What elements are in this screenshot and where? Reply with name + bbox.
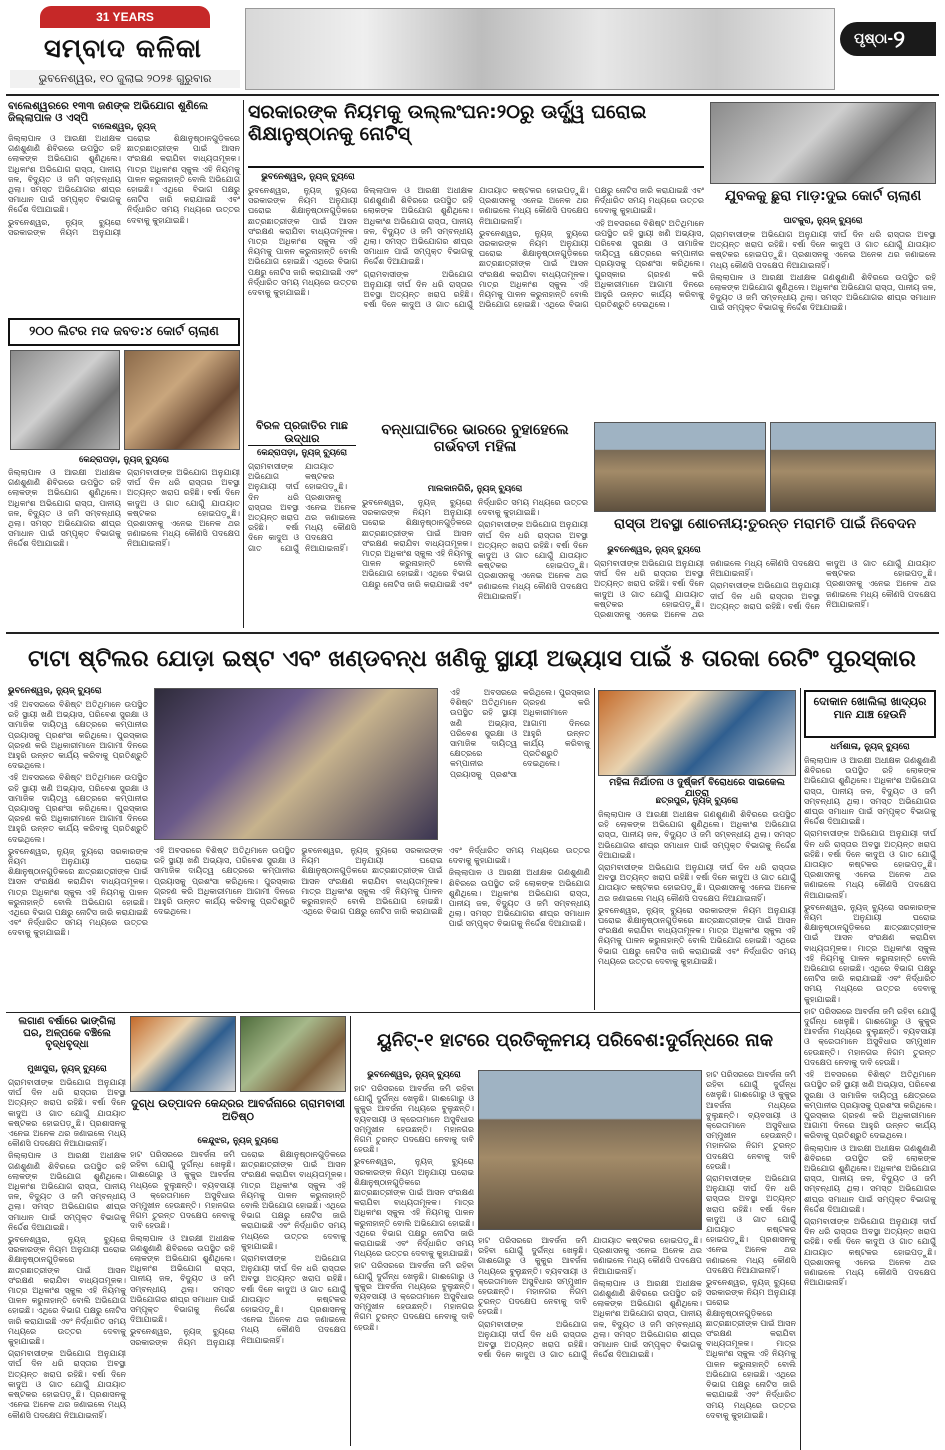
- page-label: ପୃଷ୍ଠା-: [854, 31, 894, 47]
- story-headline: ବିରଳ ପ୍ରଜାତିର ମାଛ ଉଦ୍ଧାର: [248, 420, 356, 446]
- story-paragraph: ଭୁବନେଶ୍ୱର, ନ୍ୟୁଜ୍ ବ୍ୟୁରୋ ସରକାରଙ୍କ ନିୟମ ଅନୁଯାୟୀ ଘରୋଇ ଶିକ୍ଷାନୁଷ୍ଠାନଗୁଡ଼ିକରେ ଛାତ୍ରଛାତ୍ରୀଙ୍କ ପାଇଁ ଆସନ ସଂରକ୍ଷଣ କରାଯିବା ବାଧ୍ୟତାମୂଳକ। ମାତ୍ର ଅଧିକାଂଶ ସ୍କୁଲ ଏହି ନିୟମକୁ ପାଳନ କରୁନାହାନ୍ତି ବୋଲି ଅଭିଯୋଗ ହୋଇଛି। ଏଥିରେ ବିଭାଗ ପକ୍ଷରୁ ନୋଟିସ ଜାରି କରାଯାଇଛି ଏବଂ ନିର୍ଦ୍ଧାରିତ ସମୟ ମଧ୍ୟରେ ଉତ୍ତର ଦେବାକୁ କୁହାଯାଇଛି।: [706, 1278, 796, 1420]
- story-paragraph: ଭୁବନେଶ୍ୱର, ନ୍ୟୁଜ୍ ବ୍ୟୁରୋ ସରକାରଙ୍କ ନିୟମ ଅନୁଯାୟୀ ଘରୋଇ ଶିକ୍ଷାନୁଷ୍ଠାନଗୁଡ଼ିକରେ ଛାତ୍ରଛାତ୍ରୀଙ୍କ ପାଇଁ ଆସନ ସଂରକ୍ଷଣ କରାଯିବା ବାଧ୍ୟତାମୂଳକ। ମାତ୍ର ଅଧିକାଂଶ ସ୍କୁଲ ଏହି ନିୟମକୁ ପାଳନ କରୁନାହାନ୍ତି ବୋଲି ଅଭିଯୋଗ ହୋଇଛି। ଏଥିରେ ବିଭାଗ ପକ୍ଷରୁ ନୋଟିସ ଜାରି କରାଯାଇଛି ଏବଂ ନିର୍ଦ୍ଧାରିତ ସମୟ ମଧ୍ୟରେ ଉତ୍ତର ଦେବାକୁ କୁହାଯାଇଛି।: [8, 1235, 126, 1347]
- story-byline: ମୁଖାପୁରା, ନ୍ୟୁଜ୍ ବ୍ୟୁରୋ: [27, 1064, 107, 1074]
- story-paragraph: ଏହି ଅବସରରେ ବିଶିଷ୍ଟ ଅତିଥିମାନେ ଉପସ୍ଥିତ ରହି ସ୍ଥାୟୀ ଖଣି ଅଭ୍ୟାସ, ପରିବେଶ ସୁରକ୍ଷା ଓ ସାମାଜିକ ଦାୟିତ୍ୱ କ୍ଷେତ୍ରରେ କମ୍ପାନୀର ପ୍ରୟାସକୁ ପ୍ରଶଂସା କରିଥିଲେ। ପୁରସ୍କାର ଗ୍ରହଣ କରି ଅଧିକାରୀମାନେ ଆଗାମୀ ଦିନରେ ଆହୁରି ଉନ୍ନତ କାର୍ଯ୍ୟ କରିବାକୁ ପ୍ରତିଶ୍ରୁତି ଦେଇଥିଲେ।: [804, 1070, 936, 1141]
- story-paragraph: ଗ୍ରାମବାସୀଙ୍କ ଅଭିଯୋଗ ଅନୁଯାୟୀ ଦୀର୍ଘ ଦିନ ଧରି ରାସ୍ତାର ଅବସ୍ଥା ଅତ୍ୟନ୍ତ ଖରାପ ରହିଛି। ବର୍ଷା ଦିନେ କାଦୁଅ ଓ ଗାତ ଯୋଗୁଁ ଯାତାୟାତ କଷ୍ଟକର ହୋଇପଡ଼ୁଛି। ପ୍ରଶାସନକୁ ଏନେଇ ଅନେକ ଥର ଜଣାଇଲେ ମଧ୍ୟ କୌଣସି ପଦକ୍ଷେପ ନିଆଯାଇନାହିଁ।: [706, 1174, 796, 1275]
- story-paragraph: ଏହି ଅବସରରେ ବିଶିଷ୍ଟ ଅତିଥିମାନେ ଉପସ୍ଥିତ ରହି ସ୍ଥାୟୀ ଖଣି ଅଭ୍ୟାସ, ପରିବେଶ ସୁରକ୍ଷା ଓ ସାମାଜିକ ଦାୟିତ୍ୱ କ୍ଷେତ୍ରରେ କମ୍ପାନୀର ପ୍ରୟାସକୁ ପ୍ରଶଂସା କରିଥିଲେ। ପୁରସ୍କାର ଗ୍ରହଣ କରି ଅଧିକାରୀମାନେ ଆଗାମୀ ଦିନରେ ଆହୁରି ଉନ୍ନତ କାର୍ଯ୍ୟ କରିବାକୁ ପ୍ରତିଶ୍ରୁତି ଦେଇଥିଲେ।: [8, 700, 148, 771]
- story-body: [130, 1150, 346, 1446]
- story-headline: ୨୦୦ ଲିଟର ମଦ ଜବତ:୪ କୋର୍ଟ ଚାଲାଣ: [8, 318, 240, 346]
- story-paragraph: ଏହି ଅବସରରେ ବିଶିଷ୍ଟ ଅତିଥିମାନେ ଉପସ୍ଥିତ ରହି ସ୍ଥାୟୀ ଖଣି ଅଭ୍ୟାସ, ପରିବେଶ ସୁରକ୍ଷା ଓ ସାମାଜିକ ଦାୟିତ୍ୱ କ୍ଷେତ୍ରରେ କମ୍ପାନୀର ପ୍ରୟାସକୁ ପ୍ରଶଂସା କରିଥିଲେ। ପୁରସ୍କାର ଗ୍ରହଣ କରି ଅଧିକାରୀମାନେ ଆଗାମୀ ଦିନରେ ଆହୁରି ଉନ୍ନତ କାର୍ଯ୍ୟ କରିବାକୁ ପ୍ରତିଶ୍ରୁତି ଦେଇଥିଲେ।: [594, 218, 704, 310]
- story-paragraph: ଭୁବନେଶ୍ୱର, ନ୍ୟୁଜ୍ ବ୍ୟୁରୋ ସରକାରଙ୍କ ନିୟମ ଅନୁଯାୟୀ ଘରୋଇ ଶିକ୍ଷାନୁଷ୍ଠାନଗୁଡ଼ିକରେ ଛାତ୍ରଛାତ୍ରୀଙ୍କ ପାଇଁ ଆସନ ସଂରକ୍ଷଣ କରାଯିବା ବାଧ୍ୟତାମୂଳକ। ମାତ୍ର ଅଧିକାଂଶ ସ୍କୁଲ ଏହି ନିୟମକୁ ପାଳନ କରୁନାହାନ୍ତି ବୋଲି ଅଭିଯୋଗ ହୋଇଛି। ଏଥିରେ ବିଭାଗ ପକ୍ଷରୁ ନୋଟିସ ଜାରି କରାଯାଇଛି ଏବଂ ନିର୍ଦ୍ଧାରିତ ସମୟ ମଧ୍ୟରେ ଉତ୍ତର ଦେବାକୁ କୁହାଯାଇଛି।: [248, 186, 358, 298]
- story-paragraph: ଗ୍ରାମବାସୀଙ୍କ ଅଭିଯୋଗ ଅନୁଯାୟୀ ଦୀର୍ଘ ଦିନ ଧରି ରାସ୍ତାର ଅବସ୍ଥା ଅତ୍ୟନ୍ତ ଖରାପ ରହିଛି। ବର୍ଷା ଦିନେ କାଦୁଅ ଓ ଗାତ ଯୋଗୁଁ ଯାତାୟାତ କଷ୍ଟକର ହୋଇପଡ଼ୁଛି। ପ୍ରଶାସନକୁ ଏନେଇ ଅନେକ ଥର ଜଣାଇଲେ ମଧ୍ୟ କୌଣସି ପଦକ୍ଷେପ ନିଆଯାଇନାହିଁ।: [478, 1236, 702, 1360]
- story-body: [804, 756, 936, 1446]
- story-byline: ବାଲେଶ୍ୱର, ନ୍ୟୁଜ୍: [92, 122, 156, 132]
- story-body: [450, 688, 590, 838]
- story-headline: ଦୋକାନ ଖୋଲିଲା ଖାଦ୍ୟର ମାନ ଯାଞ୍ଚ ହେଉନି: [804, 690, 936, 738]
- story-byline: କେନ୍ଦ୍ରାପଡ଼ା, ନ୍ୟୁଜ୍ ବ୍ୟୁରୋ: [78, 455, 170, 465]
- story-body: [8, 468, 240, 628]
- liquor-seizure-photo: [10, 350, 120, 450]
- story-body: [154, 846, 590, 1010]
- story-body: [354, 1084, 474, 1446]
- story-byline: ମାଲକାନଗିରି, ନ୍ୟୁଜ୍ ବ୍ୟୁରୋ: [427, 484, 523, 494]
- story-headline: ୟୁନିଟ୍-୧ ହାଟରେ ପ୍ରତିକୂଳମୟ ପରିବେଶ:ଦୁର୍ଗନ୍ଧରେ ନାକ: [376, 1030, 774, 1051]
- story-byline: କେନ୍ଦୁଝର, ନ୍ୟୁଜ୍ ବ୍ୟୁରୋ: [197, 1136, 279, 1146]
- story-paragraph: ଭୁବନେଶ୍ୱର, ନ୍ୟୁଜ୍ ବ୍ୟୁରୋ ସରକାରଙ୍କ ନିୟମ ଅନୁଯାୟୀ ଘରୋଇ ଶିକ୍ଷାନୁଷ୍ଠାନଗୁଡ଼ିକରେ ଛାତ୍ରଛାତ୍ରୀଙ୍କ ପାଇଁ ଆସନ ସଂରକ୍ଷଣ କରାଯିବା ବାଧ୍ୟତାମୂଳକ। ମାତ୍ର ଅଧିକାଂଶ ସ୍କୁଲ ଏହି ନିୟମକୁ ପାଳନ କରୁନାହାନ୍ତି ବୋଲି ଅଭିଯୋଗ ହୋଇଛି। ଏଥିରେ ବିଭାଗ ପକ୍ଷରୁ ନୋଟିସ ଜାରି କରାଯାଇଛି ଏବଂ ନିର୍ଦ୍ଧାରିତ ସମୟ ମଧ୍ୟରେ ଉତ୍ତର ଦେବାକୁ କୁହାଯାଇଛି।: [130, 1150, 346, 1347]
- column-rule: [243, 100, 244, 628]
- section-rule: [6, 632, 939, 634]
- story-paragraph: ଗ୍ରାମବାସୀଙ୍କ ଅଭିଯୋଗ ଅନୁଯାୟୀ ଦୀର୍ଘ ଦିନ ଧରି ରାସ୍ତାର ଅବସ୍ଥା ଅତ୍ୟନ୍ତ ଖରାପ ରହିଛି। ବର୍ଷା ଦିନେ କାଦୁଅ ଓ ଗାତ ଯୋଗୁଁ ଯାତାୟାତ କଷ୍ଟକର ହୋଇପଡ଼ୁଛି। ପ୍ରଶାସନକୁ ଏନେଇ ଅନେକ ଥର ଜଣାଇଲେ ମଧ୍ୟ କୌଣସି ପଦକ୍ଷେପ ନିଆଯାଇନାହିଁ।: [710, 230, 936, 270]
- story-byline: ଭୁବନେଶ୍ୱର, ନ୍ୟୁଜ୍ ବ୍ୟୁରୋ: [607, 545, 701, 555]
- story-paragraph: ଗ୍ରାମବାସୀଙ୍କ ଅଭିଯୋଗ ଅନୁଯାୟୀ ଦୀର୍ଘ ଦିନ ଧରି ରାସ୍ତାର ଅବସ୍ଥା ଅତ୍ୟନ୍ତ ଖରାପ ରହିଛି। ବର୍ଷା ଦିନେ କାଦୁଅ ଓ ଗାତ ଯୋଗୁଁ ଯାତାୟାତ କଷ୍ଟକର ହୋଇପଡ଼ୁଛି। ପ୍ରଶାସନକୁ ଏନେଇ ଅନେକ ଥର ଜଣାଇଲେ ମଧ୍ୟ କୌଣସି ପଦକ୍ଷେପ ନିଆଯାଇନାହିଁ।: [710, 559, 936, 611]
- story-headline: ଲଗାଣ ବର୍ଷାରେ ଭାଙ୍ଗିଲା ଘର, ଅଳ୍ପକେ ବଞ୍ଚିଲେ ବୃଦ୍ଧବୃଦ୍ଧା: [18, 1016, 116, 1050]
- story-paragraph: ଗ୍ରାମବାସୀଙ୍କ ଅଭିଯୋଗ ଅନୁଯାୟୀ ଦୀର୍ଘ ଦିନ ଧରି ରାସ୍ତାର ଅବସ୍ଥା ଅତ୍ୟନ୍ତ ଖରାପ ରହିଛି। ବର୍ଷା ଦିନେ କାଦୁଅ ଓ ଗାତ ଯୋଗୁଁ ଯାତାୟାତ କଷ୍ଟକର ହୋଇପଡ଼ୁଛି। ପ୍ରଶାସନକୁ ଏନେଇ ଅନେକ ଥର ଜଣାଇଲେ ମଧ୍ୟ କୌଣସି ପଦକ୍ଷେପ ନିଆଯାଇନାହିଁ।: [804, 1216, 936, 1288]
- story-paragraph: ଜିଲ୍ଲାପାଳ ଓ ଆରକ୍ଷୀ ଅଧୀକ୍ଷକ ଗଣଶୁଣାଣି ଶିବିରରେ ଉପସ୍ଥିତ ରହି ଲୋକଙ୍କ ଅଭିଯୋଗ ଶୁଣିଥିଲେ। ଅଧିକାଂଶ ଅଭିଯୋଗ ରାସ୍ତା, ପାନୀୟ ଜଳ, ବିଦ୍ୟୁତ ଓ ଜମି ସମ୍ବନ୍ଧୀୟ ଥିଲା। ସମସ୍ତ ଅଭିଯୋଗର ଶୀଘ୍ର ସମାଧାନ ପାଇଁ ସମ୍ପୃକ୍ତ ବିଭାଗକୁ ନିର୍ଦ୍ଦେଶ ଦିଆଯାଇଛି।: [598, 810, 796, 860]
- cycle-rally-photo: [598, 690, 796, 776]
- story-paragraph: ହାଟ ପରିସରରେ ଆବର୍ଜନା ଜମି ରହିବା ଯୋଗୁଁ ଦୁର୍ଗନ୍ଧ ଖେଳୁଛି। ଗାଈଗୋରୁ ଓ କୁକୁର ଆବର୍ଜନା ମଧ୍ୟରେ ବୁଲୁଛନ୍ତି। ବ୍ୟବସାୟୀ ଓ କ୍ରେତାମାନେ ଅସୁବିଧାର ସମ୍ମୁଖୀନ ହେଉଛନ୍ତି। ମହାନଗର ନିଗମ ତୁରନ୍ତ ପଦକ୍ଷେପ ନେବାକୁ ଦାବି ହେଉଛି।: [706, 1070, 796, 1171]
- story-paragraph: ଭୁବନେଶ୍ୱର, ନ୍ୟୁଜ୍ ବ୍ୟୁରୋ ସରକାରଙ୍କ ନିୟମ ଅନୁଯାୟୀ ଘରୋଇ ଶିକ୍ଷାନୁଷ୍ଠାନଗୁଡ଼ିକରେ ଛାତ୍ରଛାତ୍ରୀଙ୍କ ପାଇଁ ଆସନ ସଂରକ୍ଷଣ କରାଯିବା ବାଧ୍ୟତାମୂଳକ। ମାତ୍ର ଅଧିକାଂଶ ସ୍କୁଲ ଏହି ନିୟମକୁ ପାଳନ କରୁନାହାନ୍ତି ବୋଲି ଅଭିଯୋଗ ହୋଇଛି। ଏଥିରେ ବିଭାଗ ପକ୍ଷରୁ ନୋଟିସ ଜାରି କରାଯାଇଛି ଏବଂ ନିର୍ଦ୍ଧାରିତ ସମୟ ମଧ୍ୟରେ ଉତ୍ତର ଦେବାକୁ କୁହାଯାଇଛି।: [8, 846, 148, 938]
- story-paragraph: ଗ୍ରାମବାସୀଙ୍କ ଅଭିଯୋଗ ଅନୁଯାୟୀ ଦୀର୍ଘ ଦିନ ଧରି ରାସ୍ତାର ଅବସ୍ଥା ଅତ୍ୟନ୍ତ ଖରାପ ରହିଛି। ବର୍ଷା ଦିନେ କାଦୁଅ ଓ ଗାତ ଯୋଗୁଁ ଯାତାୟାତ କଷ୍ଟକର ହୋଇପଡ଼ୁଛି। ପ୍ରଶାସନକୁ ଏନେଇ ଅନେକ ଥର ଜଣାଇଲେ ମଧ୍ୟ କୌଣସି ପଦକ୍ଷେପ ନିଆଯାଇନାହିଁ।: [248, 462, 356, 553]
- story-body: [478, 1236, 702, 1446]
- liquor-bottles-photo: [124, 350, 240, 450]
- story-paragraph: ଭୁବନେଶ୍ୱର, ନ୍ୟୁଜ୍ ବ୍ୟୁରୋ ସରକାରଙ୍କ ନିୟମ ଅନୁଯାୟୀ ଘରୋଇ ଶିକ୍ଷାନୁଷ୍ଠାନଗୁଡ଼ିକରେ ଛାତ୍ରଛାତ୍ରୀଙ୍କ ପାଇଁ ଆସନ ସଂରକ୍ଷଣ କରାଯିବା ବାଧ୍ୟତାମୂଳକ। ମାତ୍ର ଅଧିକାଂଶ ସ୍କୁଲ ଏହି ନିୟମକୁ ପାଳନ କରୁନାହାନ୍ତି ବୋଲି ଅଭିଯୋଗ ହୋଇଛି। ଏଥିରେ ବିଭାଗ ପକ୍ଷରୁ ନୋଟିସ ଜାରି କରାଯାଇଛି ଏବଂ ନିର୍ଦ୍ଧାରିତ ସମୟ ମଧ୍ୟରେ ଉତ୍ତର ଦେବାକୁ କୁହାଯାଇଛି।: [479, 186, 704, 310]
- muddy-road-photo: [594, 422, 766, 512]
- story-paragraph: ଏହି ଅବସରରେ ବିଶିଷ୍ଟ ଅତିଥିମାନେ ଉପସ୍ଥିତ ରହି ସ୍ଥାୟୀ ଖଣି ଅଭ୍ୟାସ, ପରିବେଶ ସୁରକ୍ଷା ଓ ସାମାଜିକ ଦାୟିତ୍ୱ କ୍ଷେତ୍ରରେ କମ୍ପାନୀର ପ୍ରୟାସକୁ ପ୍ରଶଂସା କରିଥିଲେ। ପୁରସ୍କାର ଗ୍ରହଣ କରି ଅଧିକାରୀମାନେ ଆଗାମୀ ଦିନରେ ଆହୁରି ଉନ୍ନତ କାର୍ଯ୍ୟ କରିବାକୁ ପ୍ରତିଶ୍ରୁତି ଦେଇଥିଲେ।: [154, 846, 296, 917]
- dateline: ଭୁବନେଶ୍ୱର, ୧୦ ଜୁଲାଇ ୨୦୨୫ ଗୁରୁବାର: [10, 70, 240, 88]
- story-headline: ବାଲେଶ୍ୱରରେ ୧୩୩ ଜଣଙ୍କ ଅଭିଯୋଗ ଶୁଣିଲେ ଜିଲ୍ଲାପାଳ ଓ ଏସ୍‌ପି: [8, 100, 209, 125]
- story-headline: ରାସ୍ତା ଅବସ୍ଥା ଶୋଚନୀୟ:ତୁରନ୍ତ ମରାମତି ପାଇଁ ନିବେଦନ: [614, 516, 916, 532]
- story-byline: ଭୁବନେଶ୍ୱର, ନ୍ୟୁଜ୍ ବ୍ୟୁରୋ: [261, 172, 355, 182]
- story-paragraph: ଜିଲ୍ଲାପାଳ ଓ ଆରକ୍ଷୀ ଅଧୀକ୍ଷକ ଗଣଶୁଣାଣି ଶିବିରରେ ଉପସ୍ଥିତ ରହି ଲୋକଙ୍କ ଅଭିଯୋଗ ଶୁଣିଥିଲେ। ଅଧିକାଂଶ ଅଭିଯୋଗ ରାସ୍ତା, ପାନୀୟ ଜଳ, ବିଦ୍ୟୁତ ଓ ଜମି ସମ୍ବନ୍ଧୀୟ ଥିଲା। ସମସ୍ତ ଅଭିଯୋଗର ଶୀଘ୍ର ସମାଧାନ ପାଇଁ ସମ୍ପୃକ୍ତ ବିଭାଗକୁ ନିର୍ଦ୍ଦେଶ ଦିଆଯାଇଛି।: [130, 1233, 235, 1325]
- story-paragraph: ଭୁବନେଶ୍ୱର, ନ୍ୟୁଜ୍ ବ୍ୟୁରୋ ସରକାରଙ୍କ ନିୟମ ଅନୁଯାୟୀ ଘରୋଇ ଶିକ୍ଷାନୁଷ୍ଠାନଗୁଡ଼ିକରେ ଛାତ୍ରଛାତ୍ରୀଙ୍କ ପାଇଁ ଆସନ ସଂରକ୍ଷଣ କରାଯିବା ବାଧ୍ୟତାମୂଳକ। ମାତ୍ର ଅଧିକାଂଶ ସ୍କୁଲ ଏହି ନିୟମକୁ ପାଳନ କରୁନାହାନ୍ତି ବୋଲି ଅଭିଯୋଗ ହୋଇଛି। ଏଥିରେ ବିଭାଗ ପକ୍ଷରୁ ନୋଟିସ ଜାରି କରାଯାଇଛି ଏବଂ ନିର୍ଦ୍ଧାରିତ ସମୟ ମଧ୍ୟରେ ଉତ୍ତର ଦେବାକୁ କୁହାଯାଇଛି।: [362, 498, 588, 589]
- story-byline: କେନ୍ଦ୍ରାପଡ଼ା, ନ୍ୟୁଜ୍ ବ୍ୟୁରୋ: [256, 448, 348, 458]
- story-headline: ବନ୍ଧାଘାଟିରେ ଭାରରେ ବୁହାହେଲେ ଗର୍ଭବତୀ ମହିଳା: [381, 422, 569, 455]
- story-paragraph: ଭୁବନେଶ୍ୱର, ନ୍ୟୁଜ୍ ବ୍ୟୁରୋ ସରକାରଙ୍କ ନିୟମ ଅନୁଯାୟୀ ଘରୋଇ ଶିକ୍ଷାନୁଷ୍ଠାନଗୁଡ଼ିକରେ ଛାତ୍ରଛାତ୍ରୀଙ୍କ ପାଇଁ ଆସନ ସଂରକ୍ଷଣ କରାଯିବା ବାଧ୍ୟତାମୂଳକ। ମାତ୍ର ଅଧିକାଂଶ ସ୍କୁଲ ଏହି ନିୟମକୁ ପାଳନ କରୁନାହାନ୍ତି ବୋଲି ଅଭିଯୋଗ ହୋଇଛି। ଏଥିରେ ବିଭାଗ ପକ୍ଷରୁ ନୋଟିସ ଜାରି କରାଯାଇଛି ଏବଂ ନିର୍ଦ୍ଧାରିତ ସମୟ ମଧ୍ୟରେ ଉତ୍ତର ଦେବାକୁ କୁହାଯାଇଛି।: [354, 1157, 474, 1259]
- page-number: ୨: [893, 25, 906, 53]
- story-body: [248, 462, 356, 628]
- story-byline: ପାଟକୁରା, ନ୍ୟୁଜ୍ ବ୍ୟୁରୋ: [783, 216, 863, 226]
- court-challan-photo: [710, 102, 936, 184]
- story-body: [710, 230, 936, 416]
- story-paragraph: ହାଟ ପରିସରରେ ଆବର୍ଜନା ଜମି ରହିବା ଯୋଗୁଁ ଦୁର୍ଗନ୍ଧ ଖେଳୁଛି। ଗାଈଗୋରୁ ଓ କୁକୁର ଆବର୍ଜନା ମଧ୍ୟରେ ବୁଲୁଛନ୍ତି। ବ୍ୟବସାୟୀ ଓ କ୍ରେତାମାନେ ଅସୁବିଧାର ସମ୍ମୁଖୀନ ହେଉଛନ୍ତି। ମହାନଗର ନିଗମ ତୁରନ୍ତ ପଦକ୍ଷେପ ନେବାକୁ ଦାବି ହେଉଛି।: [354, 1261, 474, 1332]
- page-number-tab: [840, 22, 936, 56]
- masthead-rule: [6, 94, 939, 96]
- story-paragraph: ଗ୍ରାମବାସୀଙ୍କ ଅଭିଯୋଗ ଅନୁଯାୟୀ ଦୀର୍ଘ ଦିନ ଧରି ରାସ୍ତାର ଅବସ୍ଥା ଅତ୍ୟନ୍ତ ଖରାପ ରହିଛି। ବର୍ଷା ଦିନେ କାଦୁଅ ଓ ଗାତ ଯୋଗୁଁ ଯାତାୟାତ କଷ୍ଟକର ହୋଇପଡ଼ୁଛି। ପ୍ରଶାସନକୁ ଏନେଇ ଅନେକ ଥର ଜଣାଇଲେ ମଧ୍ୟ କୌଣସି ପଦକ୍ଷେପ ନିଆଯାଇନାହିଁ।: [478, 520, 588, 601]
- column-rule: [350, 1016, 351, 1446]
- story-paragraph: ଜିଲ୍ଲାପାଳ ଓ ଆରକ୍ଷୀ ଅଧୀକ୍ଷକ ଗଣଶୁଣାଣି ଶିବିରରେ ଉପସ୍ଥିତ ରହି ଲୋକଙ୍କ ଅଭିଯୋଗ ଶୁଣିଥିଲେ। ଅଧିକାଂଶ ଅଭିଯୋଗ ରାସ୍ତା, ପାନୀୟ ଜଳ, ବିଦ୍ୟୁତ ଓ ଜମି ସମ୍ବନ୍ଧୀୟ ଥିଲା। ସମସ୍ତ ଅଭିଯୋଗର ଶୀଘ୍ର ସମାଧାନ ପାଇଁ ସମ୍ପୃକ୍ତ ବିଭାଗକୁ ନିର୍ଦ୍ଦେଶ ଦିଆଯାଇଛି।: [8, 468, 121, 549]
- villagers-protest-photo-1: [130, 1016, 236, 1092]
- story-body: [248, 186, 704, 416]
- story-paragraph: ଜିଲ୍ଲାପାଳ ଓ ଆରକ୍ଷୀ ଅଧୀକ୍ଷକ ଗଣଶୁଣାଣି ଶିବିରରେ ଉପସ୍ଥିତ ରହି ଲୋକଙ୍କ ଅଭିଯୋଗ ଶୁଣିଥିଲେ। ଅଧିକାଂଶ ଅଭିଯୋଗ ରାସ୍ତା, ପାନୀୟ ଜଳ, ବିଦ୍ୟୁତ ଓ ଜମି ସମ୍ବନ୍ଧୀୟ ଥିଲା। ସମସ୍ତ ଅଭିଯୋଗର ଶୀଘ୍ର ସମାଧାନ ପାଇଁ ସମ୍ପୃକ୍ତ ବିଭାଗକୁ ନିର୍ଦ୍ଦେଶ ଦିଆଯାଇଛି।: [448, 868, 590, 929]
- story-paragraph: ଗ୍ରାମବାସୀଙ୍କ ଅଭିଯୋଗ ଅନୁଯାୟୀ ଦୀର୍ଘ ଦିନ ଧରି ରାସ୍ତାର ଅବସ୍ଥା ଅତ୍ୟନ୍ତ ଖରାପ ରହିଛି। ବର୍ଷା ଦିନେ କାଦୁଅ ଓ ଗାତ ଯୋଗୁଁ ଯାତାୟାତ କଷ୍ଟକର ହୋଇପଡ଼ୁଛି। ପ୍ରଶାସନକୁ ଏନେଇ ଅନେକ ଥର ଜଣାଇଲେ ମଧ୍ୟ କୌଣସି ପଦକ୍ଷେପ ନିଆଯାଇନାହିଁ।: [594, 559, 820, 620]
- award-ceremony-photo: [154, 688, 438, 840]
- column-rule: [594, 688, 595, 1010]
- villagers-protest-photo-2: [240, 1016, 346, 1092]
- story-headline: ସରକାରଙ୍କ ନିୟମକୁ ଉଲ୍ଲଂଘନ:୨୦ରୁ ଊର୍ଦ୍ଧ୍ୱ ଘରୋଇ ଶିକ୍ଷାନୁଷ୍ଠାନକୁ ନୋଟିସ୍: [248, 102, 704, 168]
- story-paragraph: ଜିଲ୍ଲାପାଳ ଓ ଆରକ୍ଷୀ ଅଧୀକ୍ଷକ ଗଣଶୁଣାଣି ଶିବିରରେ ଉପସ୍ଥିତ ରହି ଲୋକଙ୍କ ଅଭିଯୋଗ ଶୁଣିଥିଲେ। ଅଧିକାଂଶ ଅଭିଯୋଗ ରାସ୍ତା, ପାନୀୟ ଜଳ, ବିଦ୍ୟୁତ ଓ ଜମି ସମ୍ବନ୍ଧୀୟ ଥିଲା। ସମସ୍ତ ଅଭିଯୋଗର ଶୀଘ୍ର ସମାଧାନ ପାଇଁ ସମ୍ପୃକ୍ତ ବିଭାଗକୁ ନିର୍ଦ୍ଦେଶ ଦିଆଯାଇଛି।: [804, 756, 936, 827]
- story-body: [8, 134, 240, 314]
- story-paragraph: ଗ୍ରାମବାସୀଙ୍କ ଅଭିଯୋଗ ଅନୁଯାୟୀ ଦୀର୍ଘ ଦିନ ଧରି ରାସ୍ତାର ଅବସ୍ଥା ଅତ୍ୟନ୍ତ ଖରାପ ରହିଛି। ବର୍ଷା ଦିନେ କାଦୁଅ ଓ ଗାତ ଯୋଗୁଁ ଯାତାୟାତ କଷ୍ଟକର ହୋଇପଡ଼ୁଛି। ପ୍ରଶାସନକୁ ଏନେଇ ଅନେକ ଥର ଜଣାଇଲେ ମଧ୍ୟ କୌଣସି ପଦକ୍ଷେପ ନିଆଯାଇନାହିଁ।: [8, 1349, 126, 1420]
- story-paragraph: ଜିଲ୍ଲାପାଳ ଓ ଆରକ୍ଷୀ ଅଧୀକ୍ଷକ ଗଣଶୁଣାଣି ଶିବିରରେ ଉପସ୍ଥିତ ରହି ଲୋକଙ୍କ ଅଭିଯୋଗ ଶୁଣିଥିଲେ। ଅଧିକାଂଶ ଅଭିଯୋଗ ରାସ୍ତା, ପାନୀୟ ଜଳ, ବିଦ୍ୟୁତ ଓ ଜମି ସମ୍ବନ୍ଧୀୟ ଥିଲା। ସମସ୍ତ ଅଭିଯୋଗର ଶୀଘ୍ର ସମାଧାନ ପାଇଁ ସମ୍ପୃକ୍ତ ବିଭାଗକୁ ନିର୍ଦ୍ଦେଶ ଦିଆଯାଇଛି।: [804, 1143, 936, 1214]
- section-rule: [6, 1012, 800, 1013]
- story-paragraph: ଗ୍ରାମବାସୀଙ୍କ ଅଭିଯୋଗ ଅନୁଯାୟୀ ଦୀର୍ଘ ଦିନ ଧରି ରାସ୍ତାର ଅବସ୍ଥା ଅତ୍ୟନ୍ତ ଖରାପ ରହିଛି। ବର୍ଷା ଦିନେ କାଦୁଅ ଓ ଗାତ ଯୋଗୁଁ ଯାତାୟାତ କଷ୍ଟକର ହୋଇପଡ଼ୁଛି। ପ୍ରଶାସନକୁ ଏନେଇ ଅନେକ ଥର ଜଣାଇଲେ ମଧ୍ୟ କୌଣସି ପଦକ୍ଷେପ ନିଆଯାଇନାହିଁ।: [8, 1078, 126, 1149]
- story-paragraph: ଜିଲ୍ଲାପାଳ ଓ ଆରକ୍ଷୀ ଅଧୀକ୍ଷକ ଗଣଶୁଣାଣି ଶିବିରରେ ଉପସ୍ଥିତ ରହି ଲୋକଙ୍କ ଅଭିଯୋଗ ଶୁଣିଥିଲେ। ଅଧିକାଂଶ ଅଭିଯୋଗ ରାସ୍ତା, ପାନୀୟ ଜଳ, ବିଦ୍ୟୁତ ଓ ଜମି ସମ୍ବନ୍ଧୀୟ ଥିଲା। ସମସ୍ତ ଅଭିଯୋଗର ଶୀଘ୍ର ସମାଧାନ ପାଇଁ ସମ୍ପୃକ୍ତ ବିଭାଗକୁ ନିର୍ଦ୍ଦେଶ ଦିଆଯାଇଛି।: [8, 1151, 126, 1232]
- story-body: [706, 1070, 796, 1446]
- story-paragraph: ଜିଲ୍ଲାପାଳ ଓ ଆରକ୍ଷୀ ଅଧୀକ୍ଷକ ଗଣଶୁଣାଣି ଶିବିରରେ ଉପସ୍ଥିତ ରହି ଲୋକଙ୍କ ଅଭିଯୋଗ ଶୁଣିଥିଲେ। ଅଧିକାଂଶ ଅଭିଯୋଗ ରାସ୍ତା, ପାନୀୟ ଜଳ, ବିଦ୍ୟୁତ ଓ ଜମି ସମ୍ବନ୍ଧୀୟ ଥିଲା। ସମସ୍ତ ଅଭିଯୋଗର ଶୀଘ୍ର ସମାଧାନ ପାଇଁ ସମ୍ପୃକ୍ତ ବିଭାଗକୁ ନିର୍ଦ୍ଦେଶ ଦିଆଯାଇଛି।: [593, 1278, 702, 1360]
- lead-headline: ଟାଟା ଷ୍ଟିଲର ଯୋଡ଼ା ଇଷ୍ଟ ଏବଂ ଖଣ୍ଡବନ୍ଧ ଖଣିକୁ ସ୍ଥାୟୀ ଅଭ୍ୟାସ ପାଇଁ ୫ ତାରକା ରେଟିଂ ପୁରସ୍କାର: [28, 646, 916, 672]
- story-byline: ଧର୍ମଶାଳା, ନ୍ୟୁଜ୍ ବ୍ୟୁରୋ: [830, 742, 910, 752]
- story-paragraph: ଏହି ଅବସରରେ ବିଶିଷ୍ଟ ଅତିଥିମାନେ ଉପସ୍ଥିତ ରହି ସ୍ଥାୟୀ ଖଣି ଅଭ୍ୟାସ, ପରିବେଶ ସୁରକ୍ଷା ଓ ସାମାଜିକ ଦାୟିତ୍ୱ କ୍ଷେତ୍ରରେ କମ୍ପାନୀର ପ୍ରୟାସକୁ ପ୍ରଶଂସା କରିଥିଲେ। ପୁରସ୍କାର ଗ୍ରହଣ କରି ଅଧିକାରୀମାନେ ଆଗାମୀ ଦିନରେ ଆହୁରି ଉନ୍ନତ କାର୍ଯ୍ୟ କରିବାକୁ ପ୍ରତିଶ୍ରୁତି ଦେଇଥିଲେ।: [8, 773, 148, 844]
- years-badge: 31 YEARS: [40, 6, 210, 28]
- story-paragraph: ହାଟ ପରିସରରେ ଆବର୍ଜନା ଜମି ରହିବା ଯୋଗୁଁ ଦୁର୍ଗନ୍ଧ ଖେଳୁଛି। ଗାଈଗୋରୁ ଓ କୁକୁର ଆବର୍ଜନା ମଧ୍ୟରେ ବୁଲୁଛନ୍ତି। ବ୍ୟବସାୟୀ ଓ କ୍ରେତାମାନେ ଅସୁବିଧାର ସମ୍ମୁଖୀନ ହେଉଛନ୍ତି। ମହାନଗର ନିଗମ ତୁରନ୍ତ ପଦକ୍ଷେପ ନେବାକୁ ଦାବି ହେଉଛି।: [478, 1236, 587, 1317]
- story-paragraph: ଭୁବନେଶ୍ୱର, ନ୍ୟୁଜ୍ ବ୍ୟୁରୋ ସରକାରଙ୍କ ନିୟମ ଅନୁଯାୟୀ ଘରୋଇ ଶିକ୍ଷାନୁଷ୍ଠାନଗୁଡ଼ିକରେ ଛାତ୍ରଛାତ୍ରୀଙ୍କ ପାଇଁ ଆସନ ସଂରକ୍ଷଣ କରାଯିବା ବାଧ୍ୟତାମୂଳକ। ମାତ୍ର ଅଧିକାଂଶ ସ୍କୁଲ ଏହି ନିୟମକୁ ପାଳନ କରୁନାହାନ୍ତି ବୋଲି ଅଭିଯୋଗ ହୋଇଛି। ଏଥିରେ ବିଭାଗ ପକ୍ଷରୁ ନୋଟିସ ଜାରି କରାଯାଇଛି ଏବଂ ନିର୍ଦ୍ଧାରିତ ସମୟ ମଧ୍ୟରେ ଉତ୍ତର ଦେବାକୁ କୁହାଯାଇଛି।: [8, 134, 240, 237]
- story-paragraph: ଗ୍ରାମବାସୀଙ୍କ ଅଭିଯୋଗ ଅନୁଯାୟୀ ଦୀର୍ଘ ଦିନ ଧରି ରାସ୍ତାର ଅବସ୍ଥା ଅତ୍ୟନ୍ତ ଖରାପ ରହିଛି। ବର୍ଷା ଦିନେ କାଦୁଅ ଓ ଗାତ ଯୋଗୁଁ ଯାତାୟାତ କଷ୍ଟକର ହୋଇପଡ଼ୁଛି। ପ୍ରଶାସନକୁ ଏନେଇ ଅନେକ ଥର ଜଣାଇଲେ ମଧ୍ୟ କୌଣସି ପଦକ୍ଷେପ ନିଆଯାଇନାହିଁ।: [804, 829, 936, 900]
- story-body: [8, 700, 148, 1010]
- newspaper-logo: ସମ୍ବାଦ କଳିକା: [43, 34, 203, 64]
- story-paragraph: ହାଟ ପରିସରରେ ଆବର୍ଜନା ଜମି ରହିବା ଯୋଗୁଁ ଦୁର୍ଗନ୍ଧ ଖେଳୁଛି। ଗାଈଗୋରୁ ଓ କୁକୁର ଆବର୍ଜନା ମଧ୍ୟରେ ବୁଲୁଛନ୍ତି। ବ୍ୟବସାୟୀ ଓ କ୍ରେତାମାନେ ଅସୁବିଧାର ସମ୍ମୁଖୀନ ହେଉଛନ୍ତି। ମହାନଗର ନିଗମ ତୁରନ୍ତ ପଦକ୍ଷେପ ନେବାକୁ ଦାବି ହେଉଛି।: [804, 1006, 936, 1067]
- story-paragraph: ଭୁବନେଶ୍ୱର, ନ୍ୟୁଜ୍ ବ୍ୟୁରୋ ସରକାରଙ୍କ ନିୟମ ଅନୁଯାୟୀ ଘରୋଇ ଶିକ୍ଷାନୁଷ୍ଠାନଗୁଡ଼ିକରେ ଛାତ୍ରଛାତ୍ରୀଙ୍କ ପାଇଁ ଆସନ ସଂରକ୍ଷଣ କରାଯିବା ବାଧ୍ୟତାମୂଳକ। ମାତ୍ର ଅଧିକାଂଶ ସ୍କୁଲ ଏହି ନିୟମକୁ ପାଳନ କରୁନାହାନ୍ତି ବୋଲି ଅଭିଯୋଗ ହୋଇଛି। ଏଥିରେ ବିଭାଗ ପକ୍ଷରୁ ନୋଟିସ ଜାରି କରାଯାଇଛି ଏବଂ ନିର୍ଦ୍ଧାରିତ ସମୟ ମଧ୍ୟରେ ଉତ୍ତର ଦେବାକୁ କୁହାଯାଇଛି।: [598, 905, 796, 966]
- story-headline: ଯୁବକକୁ ଛୁରା ମାଡ଼:ଦୁଇ କୋର୍ଟ ଚାଲାଣ: [724, 188, 922, 204]
- story-byline: ଭୁବନେଶ୍ୱର, ନ୍ୟୁଜ୍ ବ୍ୟୁରୋ: [8, 686, 102, 696]
- story-paragraph: ଗ୍ରାମବାସୀଙ୍କ ଅଭିଯୋଗ ଅନୁଯାୟୀ ଦୀର୍ଘ ଦିନ ଧରି ରାସ୍ତାର ଅବସ୍ଥା ଅତ୍ୟନ୍ତ ଖରାପ ରହିଛି। ବର୍ଷା ଦିନେ କାଦୁଅ ଓ ଗାତ ଯୋଗୁଁ ଯାତାୟାତ କଷ୍ଟକର ହୋଇପଡ଼ୁଛି। ପ୍ରଶାସନକୁ ଏନେଇ ଅନେକ ଥର ଜଣାଇଲେ ମଧ୍ୟ କୌଣସି ପଦକ୍ଷେପ ନିଆଯାଇନାହିଁ।: [127, 468, 240, 549]
- story-paragraph: ଭୁବନେଶ୍ୱର, ନ୍ୟୁଜ୍ ବ୍ୟୁରୋ ସରକାରଙ୍କ ନିୟମ ଅନୁଯାୟୀ ଘରୋଇ ଶିକ୍ଷାନୁଷ୍ଠାନଗୁଡ଼ିକରେ ଛାତ୍ରଛାତ୍ରୀଙ୍କ ପାଇଁ ଆସନ ସଂରକ୍ଷଣ କରାଯିବା ବାଧ୍ୟତାମୂଳକ। ମାତ୍ର ଅଧିକାଂଶ ସ୍କୁଲ ଏହି ନିୟମକୁ ପାଳନ କରୁନାହାନ୍ତି ବୋଲି ଅଭିଯୋଗ ହୋଇଛି। ଏଥିରେ ବିଭାଗ ପକ୍ଷରୁ ନୋଟିସ ଜାରି କରାଯାଇଛି ଏବଂ ନିର୍ଦ୍ଧାରିତ ସମୟ ମଧ୍ୟରେ ଉତ୍ତର ଦେବାକୁ କୁହାଯାଇଛି।: [804, 902, 936, 1004]
- story-paragraph: ଗ୍ରାମବାସୀଙ୍କ ଅଭିଯୋଗ ଅନୁଯାୟୀ ଦୀର୍ଘ ଦିନ ଧରି ରାସ୍ତାର ଅବସ୍ଥା ଅତ୍ୟନ୍ତ ଖରାପ ରହିଛି। ବର୍ଷା ଦିନେ କାଦୁଅ ଓ ଗାତ ଯୋଗୁଁ ଯାତାୟାତ କଷ୍ଟକର ହୋଇପଡ଼ୁଛି। ପ୍ରଶାସନକୁ ଏନେଇ ଅନେକ ଥର ଜଣାଇଲେ ମଧ୍ୟ କୌଣସି ପଦକ୍ଷେପ ନିଆଯାଇନାହିଁ।: [598, 863, 796, 903]
- story-paragraph: ଜିଲ୍ଲାପାଳ ଓ ଆରକ୍ଷୀ ଅଧୀକ୍ଷକ ଗଣଶୁଣାଣି ଶିବିରରେ ଉପସ୍ଥିତ ରହି ଲୋକଙ୍କ ଅଭିଯୋଗ ଶୁଣିଥିଲେ। ଅଧିକାଂଶ ଅଭିଯୋଗ ରାସ୍ତା, ପାନୀୟ ଜଳ, ବିଦ୍ୟୁତ ଓ ଜମି ସମ୍ବନ୍ଧୀୟ ଥିଲା। ସମସ୍ତ ଅଭିଯୋଗର ଶୀଘ୍ର ସମାଧାନ ପାଇଁ ସମ୍ପୃକ୍ତ ବିଭାଗକୁ ନିର୍ଦ୍ଦେଶ ଦିଆଯାଇଛି।: [363, 186, 473, 267]
- story-paragraph: ଭୁବନେଶ୍ୱର, ନ୍ୟୁଜ୍ ବ୍ୟୁରୋ ସରକାରଙ୍କ ନିୟମ ଅନୁଯାୟୀ ଘରୋଇ ଶିକ୍ଷାନୁଷ୍ଠାନଗୁଡ଼ିକରେ ଛାତ୍ରଛାତ୍ରୀଙ୍କ ପାଇଁ ଆସନ ସଂରକ୍ଷଣ କରାଯିବା ବାଧ୍ୟତାମୂଳକ। ମାତ୍ର ଅଧିକାଂଶ ସ୍କୁଲ ଏହି ନିୟମକୁ ପାଳନ କରୁନାହାନ୍ତି ବୋଲି ଅଭିଯୋଗ ହୋଇଛି। ଏଥିରେ ବିଭାଗ ପକ୍ଷରୁ ନୋଟିସ ଜାରି କରାଯାଇଛି ଏବଂ ନିର୍ଦ୍ଧାରିତ ସମୟ ମଧ୍ୟରେ ଉତ୍ତର ଦେବାକୁ କୁହାଯାଇଛି।: [301, 846, 590, 917]
- story-paragraph: ଏହି ଅବସରରେ ବିଶିଷ୍ଟ ଅତିଥିମାନେ ଉପସ୍ଥିତ ରହି ସ୍ଥାୟୀ ଖଣି ଅଭ୍ୟାସ, ପରିବେଶ ସୁରକ୍ଷା ଓ ସାମାଜିକ ଦାୟିତ୍ୱ କ୍ଷେତ୍ରରେ କମ୍ପାନୀର ପ୍ରୟାସକୁ ପ୍ରଶଂସା କରିଥିଲେ। ପୁରସ୍କାର ଗ୍ରହଣ କରି ଅଧିକାରୀମାନେ ଆଗାମୀ ଦିନରେ ଆହୁରି ଉନ୍ନତ କାର୍ଯ୍ୟ କରିବାକୁ ପ୍ରତିଶ୍ରୁତି ଦେଇଥିଲେ।: [450, 688, 590, 779]
- story-headline: ଦୁଗ୍ଧ ଉତ୍ପାଦନ କେନ୍ଦ୍ରର ଆବର୍ଜନାରେ ଗ୍ରାମବାସୀ ଅତିଷ୍ଠ: [131, 1097, 345, 1123]
- potholed-road-photo: [770, 422, 936, 512]
- story-paragraph: ଗ୍ରାମବାସୀଙ୍କ ଅଭିଯୋଗ ଅନୁଯାୟୀ ଦୀର୍ଘ ଦିନ ଧରି ରାସ୍ତାର ଅବସ୍ଥା ଅତ୍ୟନ୍ତ ଖରାପ ରହିଛି। ବର୍ଷା ଦିନେ କାଦୁଅ ଓ ଗାତ ଯୋଗୁଁ ଯାତାୟାତ କଷ୍ଟକର ହୋଇପଡ଼ୁଛି। ପ୍ରଶାସନକୁ ଏନେଇ ଅନେକ ଥର ଜଣାଇଲେ ମଧ୍ୟ କୌଣସି ପଦକ୍ଷେପ ନିଆଯାଇନାହିଁ।: [241, 1254, 346, 1345]
- story-byline: ଛତ୍ରପୁର, ନ୍ୟୁଜ୍ ବ୍ୟୁରୋ: [655, 796, 739, 806]
- story-body: [598, 810, 796, 1010]
- garbage-market-photo: [478, 1070, 702, 1230]
- story-body: [8, 1078, 126, 1446]
- story-body: [362, 498, 588, 628]
- column-rule: [800, 688, 801, 1450]
- story-paragraph: ଗ୍ରାମବାସୀଙ୍କ ଅଭିଯୋଗ ଅନୁଯାୟୀ ଦୀର୍ଘ ଦିନ ଧରି ରାସ୍ତାର ଅବସ୍ଥା ଅତ୍ୟନ୍ତ ଖରାପ ରହିଛି। ବର୍ଷା ଦିନେ କାଦୁଅ ଓ ଗାତ ଯୋଗୁଁ ଯାତାୟାତ କଷ୍ଟକର ହୋଇପଡ଼ୁଛି। ପ୍ରଶାସନକୁ ଏନେଇ ଅନେକ ଥର ଜଣାଇଲେ ମଧ୍ୟ କୌଣସି ପଦକ୍ଷେପ ନିଆଯାଇନାହିଁ।: [363, 186, 589, 310]
- header-banner-image: [245, 8, 835, 90]
- story-paragraph: ଜିଲ୍ଲାପାଳ ଓ ଆରକ୍ଷୀ ଅଧୀକ୍ଷକ ଗଣଶୁଣାଣି ଶିବିରରେ ଉପସ୍ଥିତ ରହି ଲୋକଙ୍କ ଅଭିଯୋଗ ଶୁଣିଥିଲେ। ଅଧିକାଂଶ ଅଭିଯୋଗ ରାସ୍ତା, ପାନୀୟ ଜଳ, ବିଦ୍ୟୁତ ଓ ଜମି ସମ୍ବନ୍ଧୀୟ ଥିଲା। ସମସ୍ତ ଅଭିଯୋଗର ଶୀଘ୍ର ସମାଧାନ ପାଇଁ ସମ୍ପୃକ୍ତ ବିଭାଗକୁ ନିର୍ଦ୍ଦେଶ ଦିଆଯାଇଛି।: [710, 272, 936, 313]
- story-paragraph: ହାଟ ପରିସରରେ ଆବର୍ଜନା ଜମି ରହିବା ଯୋଗୁଁ ଦୁର୍ଗନ୍ଧ ଖେଳୁଛି। ଗାଈଗୋରୁ ଓ କୁକୁର ଆବର୍ଜନା ମଧ୍ୟରେ ବୁଲୁଛନ୍ତି। ବ୍ୟବସାୟୀ ଓ କ୍ରେତାମାନେ ଅସୁବିଧାର ସମ୍ମୁଖୀନ ହେଉଛନ୍ତି। ମହାନଗର ନିଗମ ତୁରନ୍ତ ପଦକ୍ଷେପ ନେବାକୁ ଦାବି ହେଉଛି।: [354, 1084, 474, 1155]
- story-paragraph: ହାଟ ପରିସରରେ ଆବର୍ଜନା ଜମି ରହିବା ଯୋଗୁଁ ଦୁର୍ଗନ୍ଧ ଖେଳୁଛି। ଗାଈଗୋରୁ ଓ କୁକୁର ଆବର୍ଜନା ମଧ୍ୟରେ ବୁଲୁଛନ୍ତି। ବ୍ୟବସାୟୀ ଓ କ୍ରେତାମାନେ ଅସୁବିଧାର ସମ୍ମୁଖୀନ ହେଉଛନ୍ତି। ମହାନଗର ନିଗମ ତୁରନ୍ତ ପଦକ୍ଷେପ ନେବାକୁ ଦାବି ହେଉଛି।: [130, 1150, 235, 1231]
- story-body: [594, 559, 936, 628]
- story-byline: ଭୁବନେଶ୍ୱର, ନ୍ୟୁଜ୍ ବ୍ୟୁରୋ: [367, 1070, 461, 1080]
- story-paragraph: ଜିଲ୍ଲାପାଳ ଓ ଆରକ୍ଷୀ ଅଧୀକ୍ଷକ ଗଣଶୁଣାଣି ଶିବିରରେ ଉପସ୍ଥିତ ରହି ଲୋକଙ୍କ ଅଭିଯୋଗ ଶୁଣିଥିଲେ। ଅଧିକାଂଶ ଅଭିଯୋଗ ରାସ୍ତା, ପାନୀୟ ଜଳ, ବିଦ୍ୟୁତ ଓ ଜମି ସମ୍ବନ୍ଧୀୟ ଥିଲା। ସମସ୍ତ ଅଭିଯୋଗର ଶୀଘ୍ର ସମାଧାନ ପାଇଁ ସମ୍ପୃକ୍ତ ବିଭାଗକୁ ନିର୍ଦ୍ଦେଶ ଦିଆଯାଇଛି।: [8, 134, 121, 215]
- story-headline: ମହିଳା ନିର୍ଯାତନା ଓ ଦୁର୍ଷ୍କର୍ମ ବିରୋଧରେ ସାଇକେଲ ଯାତ୍ରା: [609, 777, 785, 799]
